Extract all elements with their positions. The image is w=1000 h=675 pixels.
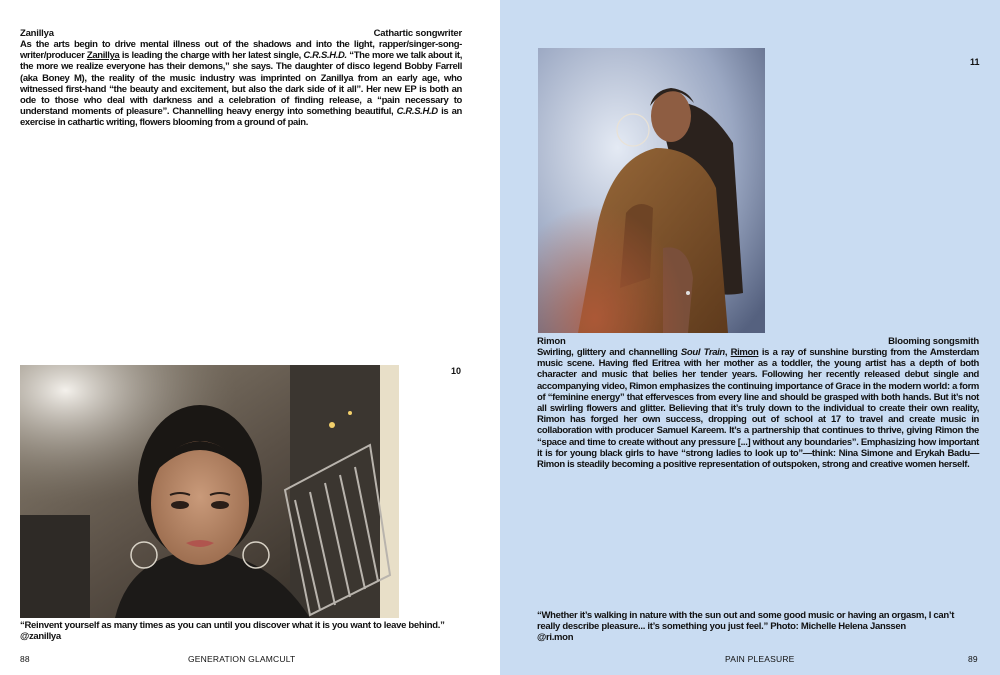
zanillya-body-text: As the arts begin to drive mental illness out of the shadows and into the light, rapper/singer-song-writer/producer Zanillya is leading the charge with her latest single, C.R.S.H.D. “The more we talk about it, the more we realize everyone has their demons,” she says. The daughter of disco legend Bobby Farrell (aka Boney M), the reality of the music industry was imprinted on Zanillya from an early age, who witnessed first-hand “the beauty and excitement, but also the dark side of it all”. Her new EP is both an ode to those who deal with darkness and a celebration of finding release, a “pain necessary to understand moments of pleasure”. Channelling heavy energy into something beautiful, C.R.S.H.D is an exercise in cathartic writing, flowers blooming from a ground of pain. [20,39,462,129]
right-page [500,0,1000,675]
photo-number-10: 10 [451,366,462,376]
rimon-quote: “Whether it’s walking in nature with the sun out and some good music or having an orgasm, I can’t really describe pleasure... it’s something you just feel.” Photo: Michelle Helena Janssen [537,610,955,633]
artist-tagline: Cathartic songwriter [373,28,462,39]
rimon-portrait-photo [538,48,765,333]
artist-name: Zanillya [20,28,54,39]
artist-link[interactable]: Zanillya [86,50,120,62]
rimon-handle[interactable]: @ri.mon [537,632,574,643]
folio-magazine-title: GENERATION GLAMCULT [188,654,296,664]
rimon-header [537,336,979,347]
rimon-body-text: Swirling, glittery and channelling Soul Train, Rimon is a ray of sunshine bursting from the Amsterdam music scene. Having fled Eritrea with her mother as a toddler, the young artist has a depth of both character and music that belies her tender years. Following her recently released debut single and accompanying video, Rimon emphasizes the continuing importance of Grace in the modern world: a form of “feminine energy” that effervesces from every line and should be grasped with both hands. But it’s not all swirling flowers and glitter. Believing that it’s truly down to the individual to create their own reality, Rimon has forged her own success, dropping out of school at 17 to travel and create music in collaboration with producer Samuel Kareem. It’s a partnership that continues to thrive, giving Rimon the “space and time to create without any pressure [...] without any boundaries”. Emphasizing how important it is for young black girls to have “strong ladies to look up to”—think: Nina Simone and Erykah Badu—Rimon is steadily becoming a positive representation of outspoken, strong and creative women herself. [537,347,980,471]
zanillya-handle[interactable]: @zanillya [20,631,61,642]
zanillya-quote: “Reinvent yourself as many times as you can until you discover what it is you want to leave behind.” [20,620,445,631]
artist-link[interactable]: Rimon [730,347,759,358]
artist-tagline: Blooming songsmith [888,336,979,347]
folio-section-title: PAIN PLEASURE [725,654,795,664]
zanillya-header [20,28,462,39]
folio-page-number: 89 [968,654,978,664]
artist-name: Rimon [537,336,566,347]
zanillya-portrait-photo [20,365,399,618]
photo-number-11: 11 [970,57,980,67]
folio-page-number: 88 [20,654,30,664]
